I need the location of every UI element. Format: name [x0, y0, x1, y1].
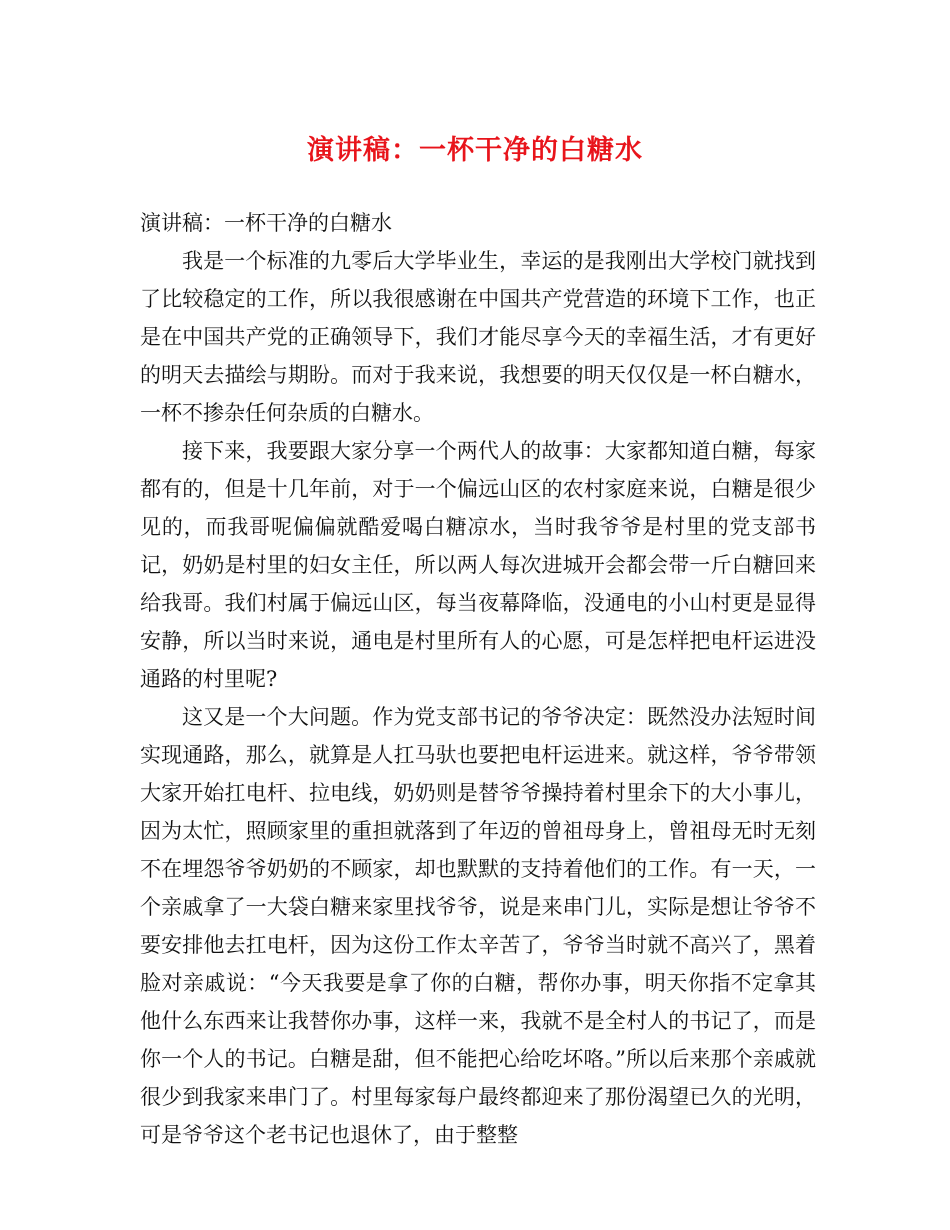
- document-body: [140, 204, 816, 1154]
- paragraph-1: 我是一个标准的九零后大学毕业生，幸运的是我刚出大学校门就找到了比较稳定的工作，所以我很感谢在中国共产党营造的环境下工作，也正是在中国共产党的正确领导下，我们才能尽享今天的幸福生活，才有更好的明天去描绘与期盼。而对于我来说，我想要的明天仅仅是一杯白糖水，一杯不掺杂任何杂质的白糖水。: [140, 249, 816, 425]
- paragraph-3: 这又是一个大问题。作为党支部书记的爷爷决定：既然没办法短时间实现通路，那么，就算是人扛马驮也要把电杆运进来。就这样，爷爷带领大家开始扛电杆、拉电线，奶奶则是替爷爷操持着村里余下的大小事儿，因为太忙，照顾家里的重担就落到了年迈的曾祖母身上，曾祖母无时无刻不在埋怨爷爷奶奶的不顾家，却也默默的支持着他们的工作。有一天，一个亲戚拿了一大袋白糖来家里找爷爷，说是来串门儿，实际是想让爷爷不要安排他去扛电杆，因为这份工作太辛苦了，爷爷当时就不高兴了，黑着脸对亲戚说：“今天我要是拿了你的白糖，帮你办事，明天你指不定拿其他什么东西来让我替你办事，这样一来，我就不是全村人的书记了，而是你一个人的书记。白糖是甜，但不能把心给吃坏咯。”所以后来那个亲戚就很少到我家来串门了。村里每家每户最终都迎来了那份渴望已久的光明，可是爷爷这个老书记也退休了，由于整整: [140, 705, 816, 1147]
- document-subtitle: 演讲稿：一杯干净的白糖水: [140, 211, 392, 235]
- paragraph-2: 接下来，我要跟大家分享一个两代人的故事：大家都知道白糖，每家都有的，但是十几年前，对于一个偏远山区的农村家庭来说，白糖是很少见的，而我哥呢偏偏就酷爱喝白糖凉水，当时我爷爷是村里的党支部书记，奶奶是村里的妇女主任，所以两人每次进城开会都会带一斤白糖回来给我哥。我们村属于偏远山区，每当夜幕降临，没通电的小山村更是显得安静，所以当时来说，通电是村里所有人的心愿，可是怎样把电杆运进没通路的村里呢?: [140, 439, 816, 691]
- document-title: 演讲稿：一杯干净的白糖水: [307, 135, 643, 166]
